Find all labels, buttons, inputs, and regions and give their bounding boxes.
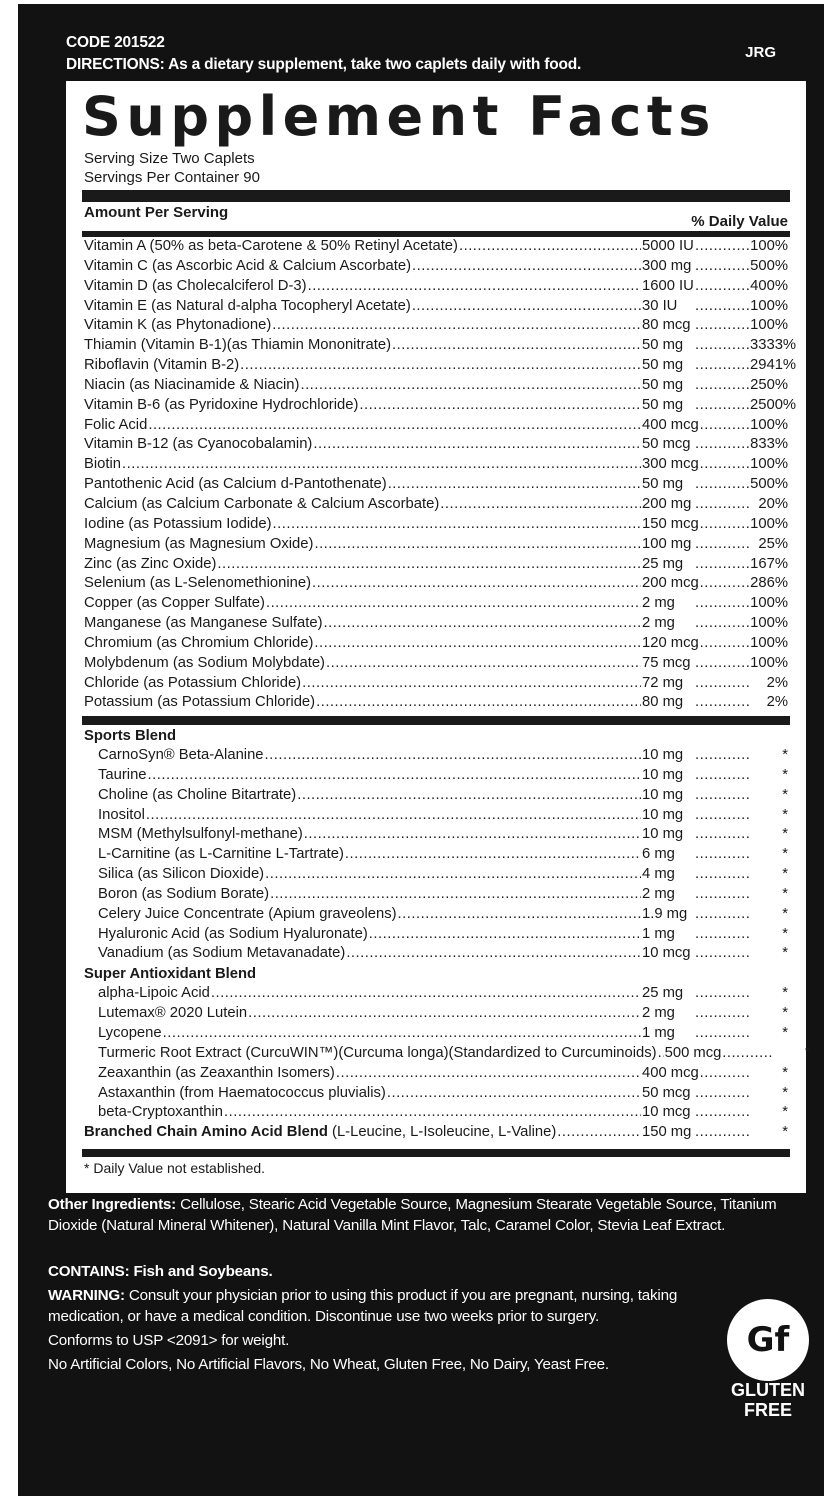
directions-text: As a dietary supplement, take two caplets daily with food. xyxy=(164,56,582,73)
nutrient-amount: 30 IU xyxy=(642,297,678,314)
nutrient-daily-value: * xyxy=(782,985,788,1002)
nutrient-name: Iodine (as Potassium Iodide) xyxy=(84,515,272,532)
nutrient-row xyxy=(84,1084,788,1104)
sports-blend-title: Sports Blend xyxy=(84,728,177,744)
nutrient-row xyxy=(84,237,788,257)
nutrient-amount: 10 mg xyxy=(642,786,684,803)
leader-dots xyxy=(266,594,641,614)
leader-dots xyxy=(695,435,749,455)
leader-dots xyxy=(224,1103,641,1123)
nutrient-daily-value: 100% xyxy=(750,515,788,532)
leader-dots xyxy=(316,693,641,713)
leader-dots xyxy=(345,845,641,865)
leader-dots xyxy=(695,396,749,416)
nutrient-name: Boron (as Sodium Borate) xyxy=(98,885,270,902)
nutrient-row xyxy=(84,865,788,885)
nutrient-amount: 50 mg xyxy=(642,357,684,374)
nutrient-name: beta-Cryptoxanthin xyxy=(98,1104,224,1121)
nutrient-daily-value: * xyxy=(782,747,788,763)
nutrient-daily-value: 100% xyxy=(750,297,788,314)
leader-dots xyxy=(459,237,641,257)
nutrient-daily-value: 100% xyxy=(750,595,788,612)
leader-dots xyxy=(248,1004,641,1024)
nutrient-amount: 10 mg xyxy=(642,826,684,843)
nutrient-daily-value: 25% xyxy=(758,535,788,552)
nutrient-daily-value: 500% xyxy=(750,257,788,274)
thick-rule xyxy=(82,190,790,202)
nutrient-daily-value: * xyxy=(782,1084,788,1101)
nutrient-name: Riboflavin (Vitamin B-2) xyxy=(84,357,240,374)
nutrient-row xyxy=(84,806,788,826)
other-ingredients-label: Other Ingredients: xyxy=(48,1196,177,1213)
nutrient-amount: 80 mcg xyxy=(642,317,691,334)
nutrient-name: Biotin xyxy=(84,456,122,473)
nutrient-row xyxy=(84,495,788,515)
leader-dots xyxy=(695,746,749,766)
warning-text: Consult your physician prior to using this product if you are pregnant, nursing, taking medication, or have a medical condition. Discontinue use two weeks prior to surgery. xyxy=(48,1287,678,1325)
nutrient-amount: 400 mcg xyxy=(642,1064,699,1081)
nutrient-name: Manganese (as Manganese Sulfate) xyxy=(84,615,323,632)
leader-dots xyxy=(270,885,641,905)
leader-dots xyxy=(695,825,749,845)
nutrient-row xyxy=(84,277,788,297)
leader-dots xyxy=(211,984,641,1004)
label-panel xyxy=(18,4,824,1496)
nutrient-row xyxy=(84,416,788,436)
nutrient-name: Choline (as Choline Bitartrate) xyxy=(98,786,297,803)
nutrient-row xyxy=(84,746,788,766)
nutrient-name: Vitamin K (as Phytonadione) xyxy=(84,317,272,334)
leader-dots xyxy=(695,905,749,925)
nutrient-name: Silica (as Silicon Dioxide) xyxy=(98,866,265,883)
nutrient-amount: 1.9 mg xyxy=(642,905,688,922)
nutrient-amount: 300 mcg xyxy=(642,456,699,473)
leader-dots xyxy=(148,416,641,436)
nutrient-row xyxy=(84,1024,788,1044)
leader-dots xyxy=(695,845,749,865)
nutrient-daily-value: 100% xyxy=(750,317,788,334)
nutrient-row xyxy=(84,475,788,495)
nutrient-amount: 10 mcg xyxy=(642,945,691,962)
nutrient-row xyxy=(84,336,797,356)
leader-dots xyxy=(695,885,749,905)
leader-dots xyxy=(695,237,749,257)
bcaa-amount: 150 mg xyxy=(642,1124,692,1141)
nutrient-daily-value: 100% xyxy=(750,416,788,433)
nutrient-row xyxy=(84,515,788,535)
nutrient-amount: 1 mg xyxy=(642,925,675,942)
leader-dots xyxy=(695,277,749,297)
leader-dots xyxy=(695,356,749,376)
leader-dots xyxy=(314,535,641,555)
nutrient-row xyxy=(84,316,788,336)
antioxidant-blend-title: Super Antioxidant Blend xyxy=(84,966,257,983)
nutrient-amount: 300 mg xyxy=(642,257,692,274)
nutrient-amount: 1600 IU xyxy=(642,277,694,294)
nutrient-daily-value: 2% xyxy=(766,674,788,691)
leader-dots xyxy=(412,257,641,277)
leader-dots xyxy=(695,693,749,713)
nutrient-name: Celery Juice Concentrate (Apium graveolens) xyxy=(98,905,397,922)
nutrient-row xyxy=(84,634,788,654)
nutrient-amount: 50 mcg xyxy=(642,1084,691,1101)
nutrient-name: Vitamin B-6 (as Pyridoxine Hydrochloride) xyxy=(84,396,359,413)
gluten-free-label: GLUTEN FREE xyxy=(731,1380,805,1420)
vitamin-list xyxy=(84,237,797,713)
nutrient-row xyxy=(84,944,788,964)
nutrient-row xyxy=(84,845,788,865)
nutrient-name: Vitamin C (as Ascorbic Acid & Calcium Ascorbate) xyxy=(84,257,412,274)
nutrient-row xyxy=(84,1044,811,1064)
leader-dots xyxy=(695,614,749,634)
nutrient-amount: 400 mcg xyxy=(642,416,699,433)
footnote: * Daily Value not established. xyxy=(84,1160,266,1176)
sports-blend-list xyxy=(84,746,788,964)
nutrient-name: Astaxanthin (from Haematococcus pluvialis) xyxy=(98,1084,386,1101)
nutrient-row xyxy=(84,257,788,277)
nutrient-amount: 10 mg xyxy=(642,806,684,823)
nutrient-row xyxy=(84,297,788,317)
nutrient-daily-value: * xyxy=(804,1044,811,1061)
nutrient-amount: 50 mg xyxy=(642,476,684,493)
nutrient-name: Magnesium (as Magnesium Oxide) xyxy=(84,535,314,552)
leader-dots xyxy=(695,786,749,806)
leader-dots xyxy=(695,316,749,336)
nutrient-row xyxy=(84,905,788,925)
nutrient-daily-value: * xyxy=(782,1024,788,1041)
leader-dots xyxy=(265,865,641,885)
nutrient-name: Pantothenic Acid (as Calcium d-Pantothenate) xyxy=(84,476,387,493)
nutrient-daily-value: 20% xyxy=(758,495,788,512)
nutrient-amount: 500 mcg xyxy=(664,1044,722,1061)
other-ingredients xyxy=(48,1194,788,1236)
leader-dots xyxy=(392,336,641,356)
nutrient-amount: 2 mg xyxy=(642,595,675,612)
nutrient-daily-value: * xyxy=(782,766,788,783)
contains: CONTAINS: Fish and Soybeans. xyxy=(48,1263,273,1280)
nutrient-amount: 10 mg xyxy=(642,766,684,783)
leader-dots xyxy=(695,475,749,495)
nutrient-name: Vitamin B-12 (as Cyanocobalamin) xyxy=(84,436,313,453)
nutrient-name: Vitamin A (50% as beta-Carotene & 50% Retinyl Acetate) xyxy=(84,238,458,254)
leader-dots xyxy=(297,786,641,806)
leader-dots xyxy=(695,336,749,356)
nutrient-name: Niacin (as Niacinamide & Niacin) xyxy=(84,376,300,393)
leader-dots xyxy=(695,654,749,674)
leader-dots xyxy=(695,806,749,826)
nutrient-row xyxy=(84,455,788,475)
leader-dots xyxy=(273,515,641,535)
nutrient-daily-value: 400% xyxy=(750,277,788,294)
leader-dots xyxy=(336,1064,641,1084)
nutrient-row xyxy=(84,396,797,416)
nutrient-row xyxy=(84,925,788,945)
nutrient-amount: 10 mcg xyxy=(642,1104,691,1121)
supplement-facts-box xyxy=(66,81,811,1193)
no-artificial-text: No Artificial Colors, No Artificial Flavors, No Wheat, Gluten Free, No Dairy, Yeast Free. xyxy=(48,1356,609,1373)
nutrient-name: Molybdenum (as Sodium Molybdate) xyxy=(84,654,325,671)
nutrient-amount: 50 mg xyxy=(642,376,684,393)
leader-dots xyxy=(695,1004,749,1024)
antioxidant-blend-list xyxy=(84,984,811,1123)
leader-dots xyxy=(695,495,749,515)
nutrient-amount: 200 mcg xyxy=(642,575,699,592)
leader-dots xyxy=(148,766,641,786)
leader-dots xyxy=(695,1064,749,1084)
nutrient-name: Zinc (as Zinc Oxide) xyxy=(84,555,217,572)
leader-dots xyxy=(695,555,749,575)
leader-dots xyxy=(695,944,749,964)
nutrient-row xyxy=(84,825,788,845)
leader-dots xyxy=(695,674,749,694)
directions xyxy=(66,56,581,74)
sports-blend-section xyxy=(84,726,811,1143)
leader-dots xyxy=(369,925,641,945)
nutrient-daily-value: 100% xyxy=(750,238,788,254)
nutrient-name: Thiamin (Vitamin B-1)(as Thiamin Mononitrate) xyxy=(84,337,392,354)
leader-dots xyxy=(695,574,749,594)
nutrient-row xyxy=(84,376,788,396)
nutrient-amount: 200 mg xyxy=(642,495,692,512)
nutrient-name: Turmeric Root Extract (CurcuWIN™)(Curcuma longa)(Standardized to Curcuminoids) xyxy=(98,1044,657,1061)
nutrient-amount: 50 mcg xyxy=(642,436,691,453)
leader-dots xyxy=(359,396,641,416)
leader-dots xyxy=(122,455,641,475)
nutrient-daily-value: 100% xyxy=(750,456,788,473)
other-ingredients-text: Cellulose, Stearic Acid Vegetable Source, Magnesium Stearate Vegetable Source, Titanium Dioxide (Natural Mineral Whitener), Natural Vanilla Mint Flavor, Talc, Caramel Color, Stevia Leaf Extract. xyxy=(48,1196,777,1234)
nutrient-daily-value: 100% xyxy=(750,615,788,632)
nutrient-name: Vitamin E (as Natural d-alpha Tocopheryl Acetate) xyxy=(84,297,411,314)
nutrient-row xyxy=(84,885,788,905)
nutrient-daily-value: * xyxy=(782,1064,788,1081)
leader-dots xyxy=(695,1084,749,1104)
leader-dots xyxy=(388,475,641,495)
nutrient-name: Hyaluronic Acid (as Sodium Hyaluronate) xyxy=(98,925,368,942)
nutrient-daily-value: * xyxy=(782,806,788,823)
leader-dots xyxy=(265,746,641,766)
supplement-facts-title: Supplement Facts xyxy=(82,85,716,148)
leader-dots xyxy=(695,766,749,786)
nutrient-daily-value: 250% xyxy=(750,376,788,393)
leader-dots xyxy=(695,515,749,535)
nutrient-name: Selenium (as L-Selenomethionine) xyxy=(84,575,312,592)
nutrient-row xyxy=(84,693,788,713)
bcaa-row xyxy=(84,1123,788,1143)
leader-dots xyxy=(324,614,641,634)
conforms-text: Conforms to USP <2091> for weight. xyxy=(48,1332,290,1349)
leader-dots xyxy=(300,376,641,396)
nutrient-name: Potassium (as Potassium Chloride) xyxy=(84,694,316,711)
nutrient-daily-value: 100% xyxy=(750,654,788,671)
bcaa-dv: * xyxy=(782,1124,788,1141)
gluten-free-icon: Gf xyxy=(727,1299,809,1381)
leader-dots xyxy=(240,356,641,376)
nutrient-amount: 75 mcg xyxy=(642,654,691,671)
bottom-rule xyxy=(82,1149,790,1157)
nutrient-daily-value: 2500% xyxy=(750,396,797,413)
leader-dots xyxy=(718,1044,772,1064)
nutrient-daily-value: 2% xyxy=(766,694,788,711)
leader-dots xyxy=(346,944,641,964)
nutrient-daily-value: * xyxy=(782,905,788,922)
nutrient-row xyxy=(84,574,788,594)
nutrient-daily-value: 2941% xyxy=(750,357,797,374)
jrg-mark: JRG xyxy=(745,44,776,61)
nutrient-daily-value: * xyxy=(782,1005,788,1022)
warning-label: WARNING: xyxy=(48,1287,125,1304)
nutrient-amount: 4 mg xyxy=(642,866,675,883)
leader-dots xyxy=(146,806,641,826)
nutrient-name: Folic Acid xyxy=(84,416,148,433)
nutrient-amount: 50 mg xyxy=(642,396,684,413)
nutrient-name: Taurine xyxy=(98,766,147,783)
nutrient-amount: 100 mg xyxy=(642,535,692,552)
leader-dots xyxy=(163,1024,641,1044)
nutrient-amount: 120 mcg xyxy=(642,634,699,651)
nutrient-amount: 25 mg xyxy=(642,985,684,1002)
leader-dots xyxy=(695,455,749,475)
nutrient-amount: 5000 IU xyxy=(642,238,694,254)
nutrient-row xyxy=(84,614,788,634)
leader-dots xyxy=(313,435,641,455)
nutrient-name: Vanadium (as Sodium Metavanadate) xyxy=(98,945,346,962)
leader-dots xyxy=(695,257,749,277)
leader-dots xyxy=(695,376,749,396)
nutrient-name: MSM (Methylsulfonyl-methane) xyxy=(98,826,303,843)
nutrient-amount: 80 mg xyxy=(642,694,684,711)
leader-dots xyxy=(312,574,641,594)
leader-dots xyxy=(695,594,749,614)
nutrient-daily-value: 3333% xyxy=(750,337,797,354)
nutrient-row xyxy=(84,654,788,674)
nutrient-daily-value: 100% xyxy=(750,634,788,651)
leader-dots xyxy=(304,825,641,845)
nutrient-amount: 150 mcg xyxy=(642,515,699,532)
nutrient-name: Lycopene xyxy=(98,1024,162,1041)
leader-dots xyxy=(217,555,641,575)
servings-per-container: Servings Per Container 90 xyxy=(84,169,260,186)
nutrient-row xyxy=(84,1064,788,1084)
warning xyxy=(48,1285,708,1327)
nutrient-name: Lutemax® 2020 Lutein xyxy=(98,1005,248,1022)
leader-dots xyxy=(695,1024,749,1044)
nutrient-name: Copper (as Copper Sulfate) xyxy=(84,595,265,612)
leader-dots xyxy=(314,634,641,654)
amount-per-serving-header: Amount Per Serving xyxy=(84,204,229,221)
leader-dots xyxy=(695,1103,749,1123)
nutrient-row xyxy=(84,435,788,455)
leader-dots xyxy=(326,654,641,674)
nutrient-daily-value: * xyxy=(782,885,788,902)
leader-dots xyxy=(412,297,641,317)
product-code: CODE 201522 xyxy=(66,34,165,51)
leader-dots xyxy=(387,1084,641,1104)
nutrient-row xyxy=(84,594,788,614)
nutrient-amount: 2 mg xyxy=(642,885,675,902)
nutrient-name: Zeaxanthin (as Zeaxanthin Isomers) xyxy=(98,1064,335,1081)
nutrient-daily-value: * xyxy=(782,826,788,843)
leader-dots xyxy=(398,905,641,925)
nutrient-daily-value: * xyxy=(782,866,788,883)
leader-dots xyxy=(308,277,641,297)
nutrient-row xyxy=(84,1004,788,1024)
nutrient-amount: 2 mg xyxy=(642,1005,675,1022)
nutrient-daily-value: * xyxy=(782,846,788,863)
nutrient-name: Vitamin D (as Cholecalciferol D-3) xyxy=(84,277,307,294)
leader-dots xyxy=(302,674,641,694)
leader-dots xyxy=(695,634,749,654)
nutrient-row xyxy=(84,356,797,376)
nutrient-daily-value: * xyxy=(782,1104,788,1121)
nutrient-amount: 1 mg xyxy=(642,1024,675,1041)
leader-dots xyxy=(695,984,749,1004)
nutrient-row xyxy=(84,984,788,1004)
nutrient-daily-value: 167% xyxy=(750,555,788,572)
nutrient-row xyxy=(84,674,788,694)
nutrient-daily-value: * xyxy=(782,925,788,942)
bcaa-name: Branched Chain Amino Acid Blend xyxy=(84,1124,328,1141)
leader-dots xyxy=(695,865,749,885)
nutrient-amount: 72 mg xyxy=(642,674,684,691)
nutrient-daily-value: 833% xyxy=(750,436,788,453)
nutrient-daily-value: * xyxy=(782,786,788,803)
nutrient-amount: 10 mg xyxy=(642,747,684,763)
nutrient-daily-value: 286% xyxy=(750,575,788,592)
nutrient-row xyxy=(84,1103,788,1123)
leader-dots xyxy=(695,925,749,945)
leader-dots xyxy=(440,495,641,515)
daily-value-header: % Daily Value xyxy=(691,213,788,230)
bcaa-detail: (L-Leucine, L-Isoleucine, L-Valine) xyxy=(327,1124,557,1141)
nutrient-row xyxy=(84,535,788,555)
leader-dots xyxy=(695,297,749,317)
nutrient-amount: 6 mg xyxy=(642,846,675,863)
nutrient-row xyxy=(84,766,788,786)
nutrient-name: Chromium (as Chromium Chloride) xyxy=(84,634,314,651)
serving-size: Serving Size Two Caplets xyxy=(84,150,255,167)
nutrient-name: alpha-Lipoic Acid xyxy=(98,985,210,1002)
nutrient-amount: 25 mg xyxy=(642,555,684,572)
nutrient-name: L-Carnitine (as L-Carnitine L-Tartrate) xyxy=(98,846,344,863)
nutrient-daily-value: * xyxy=(782,945,788,962)
directions-label: DIRECTIONS: xyxy=(66,56,165,73)
leader-dots xyxy=(695,535,749,555)
nutrient-name: CarnoSyn® Beta-Alanine xyxy=(98,747,264,763)
leader-dots xyxy=(695,416,749,436)
leader-dots xyxy=(272,316,641,336)
nutrient-amount: 50 mg xyxy=(642,337,684,354)
nutrient-row xyxy=(84,786,788,806)
nutrient-daily-value: 500% xyxy=(750,476,788,493)
leader-dots xyxy=(658,1044,664,1064)
section-rule xyxy=(82,716,790,725)
nutrient-name: Chloride (as Potassium Chloride) xyxy=(84,674,302,691)
nutrient-name: Calcium (as Calcium Carbonate & Calcium Ascorbate) xyxy=(84,495,440,512)
nutrient-name: Inositol xyxy=(98,806,145,823)
nutrient-row xyxy=(84,555,788,575)
nutrient-amount: 2 mg xyxy=(642,615,675,632)
